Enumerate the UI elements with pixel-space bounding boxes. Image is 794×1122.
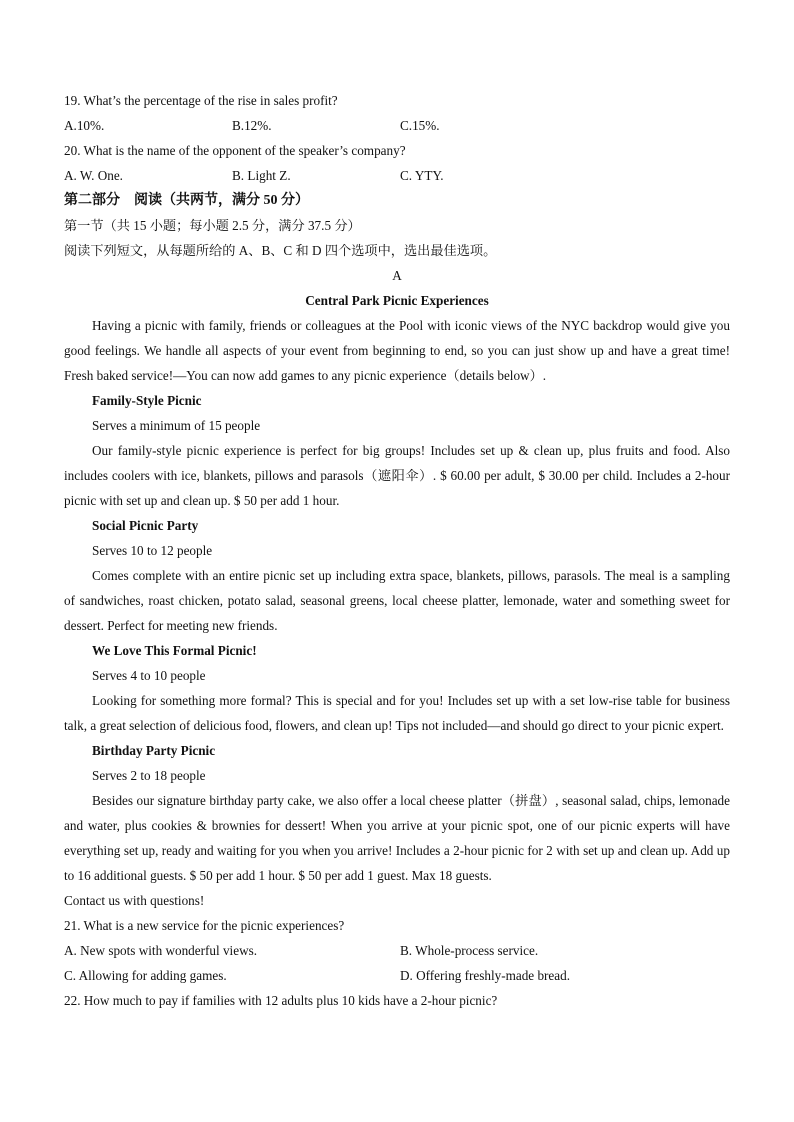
family-picnic-heading: Family-Style Picnic	[92, 393, 202, 408]
family-picnic-body: Our family-style picnic experience is perfect for big groups! Includes set up & clean up, plus fruits and food. Also includes coolers with ice, blankets, pillows and parasols（遮阳伞）. $ 60.00 per adult, $ 30.00 per child. Includes a 2-hour picnic with set up and clean up. $ 50 per add 1 hour.	[64, 443, 730, 508]
option-a: A. New spots with wonderful views.	[64, 943, 258, 958]
question-20: 20. What is the name of the opponent of the speaker’s company?	[64, 143, 406, 158]
question-21-options-row2	[64, 963, 730, 988]
option-d: D. Offering freshly-made bread.	[400, 968, 571, 983]
birthday-picnic-body: Besides our signature birthday party cake, we also offer a local cheese platter（拼盘）, seasonal salad, chips, lemonade and water, plus cookies & brownies for dessert! When you arrive at your picnic spot, one of our picnic experts will have everything set up, ready and waiting for you when you arrive! Includes a 2-hour picnic for 2 with set up and clean up. Add up to 16 additional guests. $ 50 per add 1 hour. $ 50 per add 1 guest. Max 18 guests.	[64, 793, 730, 883]
contact-line: Contact us with questions!	[64, 893, 205, 908]
question-21-options-row1	[64, 938, 730, 963]
social-picnic-serves: Serves 10 to 12 people	[92, 543, 213, 558]
passage-label: A	[392, 268, 402, 283]
social-picnic-heading: Social Picnic Party	[92, 518, 199, 533]
birthday-picnic-serves: Serves 2 to 18 people	[92, 768, 206, 783]
question-21: 21. What is a new service for the picnic experiences?	[64, 918, 345, 933]
reading-instruction: 阅读下列短文，从每题所给的 A、B、C 和 D 四个选项中，选出最佳选项。	[64, 243, 497, 258]
option-a: A.10%.	[64, 118, 105, 133]
social-picnic-body: Comes complete with an entire picnic set up including extra space, blankets, pillows, parasols. The meal is a sampling of sandwiches, roast chicken, potato salad, seasonal greens, local cheese platter, lemonade, water and something sweet for dessert. Perfect for meeting new friends.	[64, 568, 730, 633]
part-two-title: 第二部分 阅读（共两节，满分 50 分）	[64, 193, 309, 208]
formal-picnic-body: Looking for something more formal? This is special and for you! Includes set up with a set low-rise table for business talk, a great selection of delicious food, flowers, and clean up! Tips not included—and should go direct to your picnic expert.	[64, 693, 730, 733]
question-19-options	[64, 113, 730, 138]
question-20-options	[64, 163, 730, 188]
option-b: B. Whole-process service.	[400, 943, 539, 958]
option-a: A. W. One.	[64, 168, 123, 183]
formal-picnic-serves: Serves 4 to 10 people	[92, 668, 206, 683]
question-19: 19. What’s the percentage of the rise in sales profit?	[64, 93, 338, 108]
passage-title: Central Park Picnic Experiences	[305, 293, 489, 308]
option-c: C.15%.	[400, 118, 440, 133]
question-22: 22. How much to pay if families with 12 adults plus 10 kids have a 2-hour picnic?	[64, 993, 498, 1008]
exam-page	[64, 88, 730, 1013]
option-b: B.12%.	[232, 118, 272, 133]
option-c: C. YTY.	[400, 168, 444, 183]
section-one-title: 第一节（共 15 小题；每小题 2.5 分，满分 37.5 分）	[64, 218, 361, 233]
birthday-picnic-heading: Birthday Party Picnic	[92, 743, 216, 758]
family-picnic-serves: Serves a minimum of 15 people	[92, 418, 261, 433]
passage-intro: Having a picnic with family, friends or colleagues at the Pool with iconic views of the NYC backdrop would give you good feelings. We handle all aspects of your event from beginning to end, so you can just show up and have a great time! Fresh baked service!—You can now add games to any picnic experience（details below）.	[64, 318, 730, 383]
option-b: B. Light Z.	[232, 168, 291, 183]
option-c: C. Allowing for adding games.	[64, 968, 227, 983]
formal-picnic-heading: We Love This Formal Picnic!	[92, 643, 257, 658]
